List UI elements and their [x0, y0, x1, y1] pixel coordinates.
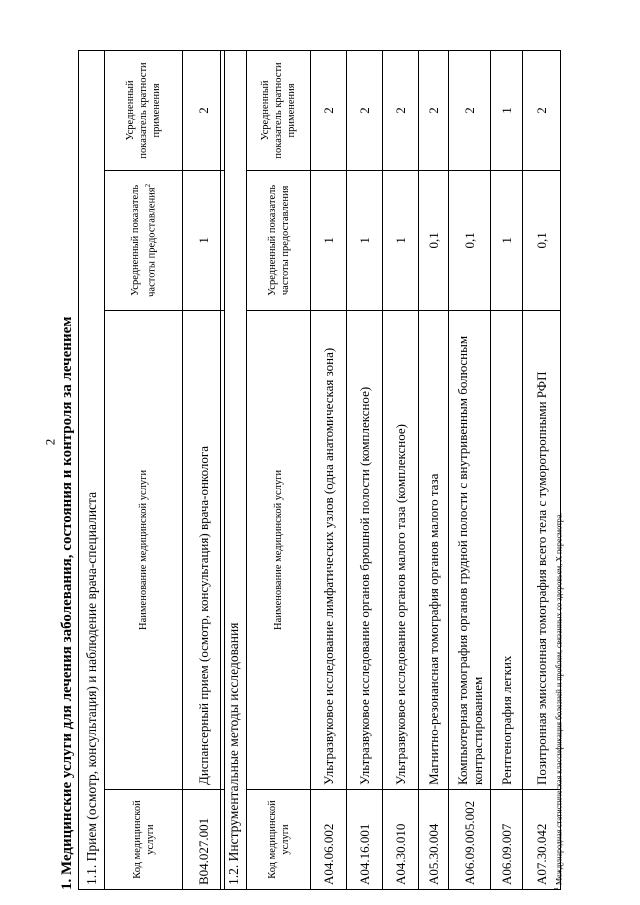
cell-code: A06.09.007	[491, 790, 523, 890]
main-heading: 1. Медицинские услуги для лечения заболевания, состояния и контроля за лечением	[59, 316, 75, 890]
table-row	[183, 51, 225, 890]
cell-multiplicity: 2	[383, 51, 419, 171]
cell-multiplicity: 2	[449, 51, 491, 171]
cell-frequency: 1	[347, 170, 383, 310]
footnote-text: Международная статистическая классификация болезней и проблем, связанных со здоровьем, X пересмотра.	[554, 512, 564, 885]
section1-title: 1.1. Прием (осмотр, консультация) и наблюдение врача-специалиста	[79, 51, 105, 890]
table-consultation	[78, 50, 225, 890]
table-row	[491, 51, 523, 890]
cell-code: A04.16.001	[347, 790, 383, 890]
cell-name: Диспансерный прием (осмотр, консультация) врача-онколога	[183, 310, 225, 789]
table-instrumental	[220, 50, 561, 890]
cell-name: Компьютерная томография органов грудной полости с внутривенным болюсным контрастированием	[449, 310, 491, 789]
footnote-marker: 2	[143, 183, 152, 188]
cell-frequency: 0,1	[523, 170, 561, 310]
cell-multiplicity: 2	[347, 51, 383, 171]
table-row	[419, 51, 449, 890]
cell-code: A04.06.002	[311, 790, 347, 890]
table-row	[311, 51, 347, 890]
cell-multiplicity: 2	[523, 51, 561, 171]
cell-name: Магнитно-резонансная томография органов малого таза	[419, 310, 449, 789]
cell-frequency: 1	[383, 170, 419, 310]
cell-frequency: 1	[311, 170, 347, 310]
cell-frequency: 0,1	[419, 170, 449, 310]
header-multiplicity: Усредненный показатель кратности применения	[105, 51, 183, 171]
cell-name: Ультразвуковое исследование органов брюшной полости (комплексное)	[347, 310, 383, 789]
header-frequency: Усредненный показатель частоты предоставления	[247, 170, 311, 310]
cell-code: A06.09.005.002	[449, 790, 491, 890]
cell-code: A05.30.004	[419, 790, 449, 890]
cell-code: A07.30.042	[523, 790, 561, 890]
header-name: Наименование медицинской услуги	[105, 310, 183, 789]
table-row	[449, 51, 491, 890]
cell-frequency: 0,1	[449, 170, 491, 310]
cell-frequency: 1	[491, 170, 523, 310]
header-frequency	[105, 170, 183, 310]
cell-name: Ультразвуковое исследование лимфатических узлов (одна анатомическая зона)	[311, 310, 347, 789]
cell-code: A04.30.010	[383, 790, 419, 890]
cell-name: Ультразвуковое исследование органов малого таза (комплексное)	[383, 310, 419, 789]
table-row	[383, 51, 419, 890]
header-frequency-text: Усредненный показатель частоты предоставления	[129, 184, 158, 297]
cell-name: Позитронная эмиссионная томография всего тела с туморотропными РФП	[523, 310, 561, 789]
cell-multiplicity: 2	[311, 51, 347, 171]
cell-name: Рентгенография легких	[491, 310, 523, 789]
section2-title: 1.2. Инструментальные методы исследования	[221, 51, 247, 890]
footnote-number: 1	[554, 887, 560, 890]
header-code: Код медицинской услуги	[105, 790, 183, 890]
table-row	[347, 51, 383, 890]
rotated-page-content	[58, 50, 638, 890]
cell-multiplicity: 2	[419, 51, 449, 171]
cell-code: B04.027.001	[183, 790, 225, 890]
header-code: Код медицинской услуги	[247, 790, 311, 890]
header-name: Наименование медицинской услуги	[247, 310, 311, 789]
cell-multiplicity: 1	[491, 51, 523, 171]
footnote	[552, 50, 565, 890]
header-multiplicity: Усредненный показатель кратности применения	[247, 51, 311, 171]
cell-multiplicity: 2	[183, 51, 225, 171]
cell-frequency: 1	[183, 170, 225, 310]
page-number: 2	[42, 438, 58, 446]
